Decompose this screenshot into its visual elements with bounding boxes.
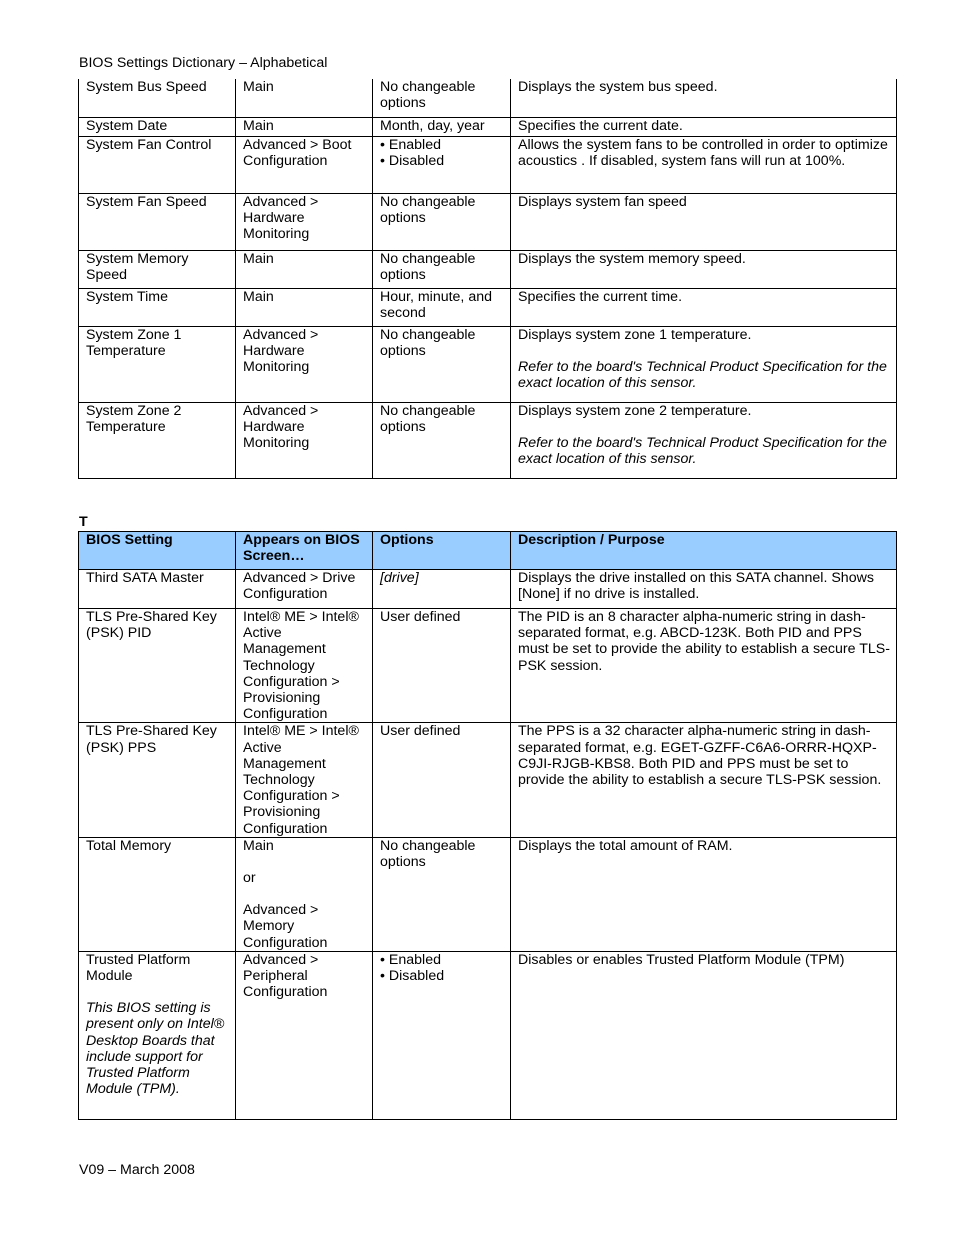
table-row xyxy=(79,193,897,250)
options-cell: User defined xyxy=(373,609,511,723)
section-letter: T xyxy=(79,514,88,530)
screen-cell: Main xyxy=(236,117,373,136)
screen-cell: Main xyxy=(236,79,373,117)
description-cell: Displays the total amount of RAM. xyxy=(511,837,897,951)
table-row xyxy=(79,79,897,117)
options-cell: No changeable options xyxy=(373,250,511,288)
options-cell: No changeable options xyxy=(373,837,511,951)
table-row xyxy=(79,402,897,478)
description-cell: The PPS is a 32 character alpha-numeric string in dash-separated format, e.g. EGET-GZFF-C6A6-ORRR-HQXP-C9JI-RJGB-KBS8. Both PID and PPS must be set to provide the ability to establish a secure TLS-PSK session. xyxy=(511,723,897,837)
setting-cell: System Memory Speed xyxy=(79,250,236,288)
options-cell: Hour, minute, and second xyxy=(373,288,511,326)
option-disabled: • Disabled xyxy=(380,968,445,985)
setting-cell: Third SATA Master xyxy=(79,570,236,609)
table-row xyxy=(79,570,897,609)
table-row xyxy=(79,837,897,951)
settings-table-t xyxy=(78,531,897,1120)
table-row xyxy=(79,288,897,326)
setting-cell: Total Memory xyxy=(79,837,236,951)
description-cell: Displays system fan speed xyxy=(511,193,897,250)
screen-cell: Intel® ME > Intel® Active Management Technology Configuration > Provisioning Configuration xyxy=(236,723,373,837)
description-cell: Specifies the current time. xyxy=(511,288,897,326)
screen-cell: Advanced > Hardware Monitoring xyxy=(236,326,373,402)
setting-cell: System Date xyxy=(79,117,236,136)
options-cell: No changeable options xyxy=(373,402,511,478)
table-header-row xyxy=(79,532,897,570)
screen-cell: Advanced > Hardware Monitoring xyxy=(236,193,373,250)
table-row xyxy=(79,951,897,1119)
table-row xyxy=(79,326,897,402)
setting-cell: TLS Pre-Shared Key (PSK) PID xyxy=(79,609,236,723)
settings-table-s xyxy=(78,79,897,479)
table-row xyxy=(79,250,897,288)
options-cell: User defined xyxy=(373,723,511,837)
description-cell: Displays the system bus speed. xyxy=(511,79,897,117)
setting-note: This BIOS setting is present only on Intel® Desktop Boards that include support for Trusted Platform Module (TPM). xyxy=(86,1000,225,1098)
sensor-note: Refer to the board's Technical Product Specification for the exact location of this sensor. xyxy=(518,434,887,467)
options-cell: No changeable options xyxy=(373,326,511,402)
setting-cell: Trusted Platform Module This BIOS setting is present only on Intel® Desktop Boards that include support for Trusted Platform Module (TPM). xyxy=(79,951,236,1119)
option-disabled: • Disabled xyxy=(380,152,445,169)
screen-cell: Advanced > Peripheral Configuration xyxy=(236,951,373,1119)
screen-cell: Main xyxy=(236,288,373,326)
description-cell: Displays the drive installed on this SATA channel. Shows [None] if no drive is installed. xyxy=(511,570,897,609)
screen-cell: Advanced > Hardware Monitoring xyxy=(236,402,373,478)
screen-cell: Intel® ME > Intel® Active Management Technology Configuration > Provisioning Configuration xyxy=(236,609,373,723)
screen-cell: Main xyxy=(236,250,373,288)
setting-cell: System Fan Speed xyxy=(79,193,236,250)
table-row xyxy=(79,609,897,723)
options-cell: No changeable options xyxy=(373,79,511,117)
sensor-note: Refer to the board's Technical Product Specification for the exact location of this sensor. xyxy=(518,358,887,391)
column-header-screen: Appears on BIOS Screen… xyxy=(236,532,373,570)
setting-cell: System Zone 2 Temperature xyxy=(79,402,236,478)
options-cell: No changeable options xyxy=(373,193,511,250)
setting-cell: System Time xyxy=(79,288,236,326)
options-cell xyxy=(373,136,511,193)
column-header-options: Options xyxy=(373,532,511,570)
description-cell: Disables or enables Trusted Platform Module (TPM) xyxy=(511,951,897,1119)
setting-cell: System Fan Control xyxy=(79,136,236,193)
description-cell: Displays the system memory speed. xyxy=(511,250,897,288)
screen-cell: Advanced > Drive Configuration xyxy=(236,570,373,609)
screen-cell: Main or Advanced > Memory Configuration xyxy=(236,837,373,951)
options-cell: [drive] xyxy=(373,570,511,609)
table-row xyxy=(79,723,897,837)
description-cell: Allows the system fans to be controlled in order to optimize acoustics . If disabled, system fans will run at 100%. xyxy=(511,136,897,193)
description-cell: Displays system zone 1 temperature. Refer to the board's Technical Product Specification for the exact location of this sensor. xyxy=(511,326,897,402)
description-cell: The PID is an 8 character alpha-numeric string in dash-separated format, e.g. ABCD-123K. Both PID and PPS must be set to provide the ability to establish a secure TLS-PSK session. xyxy=(511,609,897,723)
options-cell: Month, day, year xyxy=(373,117,511,136)
page-header: BIOS Settings Dictionary – Alphabetical xyxy=(79,55,328,71)
column-header-setting: BIOS Setting xyxy=(79,532,236,570)
page-footer: V09 – March 2008 xyxy=(79,1162,195,1178)
setting-cell: System Zone 1 Temperature xyxy=(79,326,236,402)
description-cell: Specifies the current date. xyxy=(511,117,897,136)
setting-cell: System Bus Speed xyxy=(79,79,236,117)
option-enabled: • Enabled xyxy=(380,951,441,968)
options-cell xyxy=(373,951,511,1119)
setting-cell: TLS Pre-Shared Key (PSK) PPS xyxy=(79,723,236,837)
option-enabled: • Enabled xyxy=(380,136,441,153)
screen-cell: Advanced > Boot Configuration xyxy=(236,136,373,193)
table-row xyxy=(79,117,897,136)
column-header-description: Description / Purpose xyxy=(511,532,897,570)
description-cell: Displays system zone 2 temperature. Refer to the board's Technical Product Specification for the exact location of this sensor. xyxy=(511,402,897,478)
table-row xyxy=(79,136,897,193)
